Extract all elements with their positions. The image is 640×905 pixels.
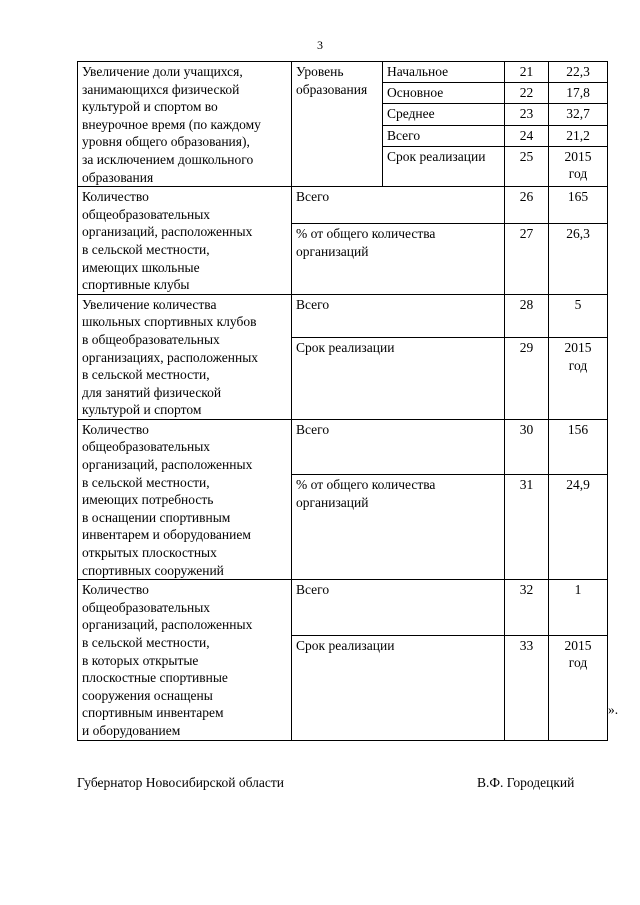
text-line: имеющих потребность xyxy=(82,492,214,508)
text-line: спортивные клубы xyxy=(82,277,190,293)
value-cell xyxy=(549,104,608,125)
text-line: культурой и спортом во xyxy=(82,99,218,115)
row-number: 22 xyxy=(519,85,534,101)
text-line: 2015 xyxy=(564,148,592,164)
text-line: организаций, расположенных xyxy=(82,617,253,633)
indicator-cell xyxy=(78,187,292,295)
row-number: 29 xyxy=(519,339,534,355)
value: 17,8 xyxy=(566,85,590,101)
indicator-cell xyxy=(78,62,292,187)
table-row xyxy=(78,62,608,83)
row-number-cell xyxy=(505,125,549,146)
text-line: плоскостные спортивные xyxy=(82,670,228,686)
text-line: в которых открытые xyxy=(82,652,199,668)
value-cell xyxy=(549,580,608,635)
text-line: в сельской местности, xyxy=(82,474,210,490)
page-number: 3 xyxy=(317,38,323,52)
row-number-cell xyxy=(505,635,549,740)
value-cell xyxy=(549,635,608,740)
table-row xyxy=(78,419,608,474)
row-number-cell xyxy=(505,146,549,186)
text-line: Срок реализации xyxy=(296,339,395,355)
text-line: Всего xyxy=(296,296,330,312)
text-line: образования xyxy=(296,81,368,97)
text-line: Начальное xyxy=(387,64,449,79)
label-cell xyxy=(292,337,505,419)
text-line: год xyxy=(568,357,588,373)
text-line: в общеобразовательных xyxy=(82,331,220,347)
closing-quote: ». xyxy=(608,702,619,717)
text-line: сооружения оснащены xyxy=(82,687,213,703)
value-cell xyxy=(549,187,608,224)
text-line: 156 xyxy=(567,421,589,437)
row-number-cell xyxy=(505,475,549,580)
value-cell xyxy=(549,294,608,337)
label-cell xyxy=(383,146,505,186)
text-line: 165 xyxy=(567,189,589,205)
text-line: образования xyxy=(82,169,154,185)
label-cell xyxy=(292,419,505,474)
label-cell xyxy=(383,125,505,146)
row-number: 25 xyxy=(519,148,534,164)
value-cell xyxy=(549,224,608,294)
label-cell xyxy=(383,104,505,125)
text-line: спортивным инвентарем xyxy=(82,705,224,721)
row-number-cell xyxy=(505,187,549,224)
text-line: внеурочное время (по каждому xyxy=(82,116,261,132)
row-number: 24 xyxy=(519,127,534,143)
text-line: год xyxy=(568,166,588,182)
row-number: 23 xyxy=(519,106,534,122)
text-line: 24,9 xyxy=(566,477,590,493)
value-cell xyxy=(549,125,608,146)
row-number: 32 xyxy=(519,582,534,598)
text-line: Количество xyxy=(82,189,149,205)
table-row xyxy=(78,187,608,224)
row-number: 33 xyxy=(519,637,534,653)
text-line: уровня общего образования), xyxy=(82,134,250,150)
row-number-cell xyxy=(505,83,549,104)
label-cell xyxy=(292,224,505,294)
value: 32,7 xyxy=(566,106,590,122)
label-cell xyxy=(292,475,505,580)
row-number-cell xyxy=(505,224,549,294)
table-row xyxy=(78,580,608,635)
row-number: 21 xyxy=(519,64,534,79)
text-line: организаций, расположенных xyxy=(82,457,253,473)
value-cell xyxy=(549,62,608,83)
text-line: % от общего количества xyxy=(296,226,436,242)
text-line: Всего xyxy=(296,582,330,598)
row-number: 26 xyxy=(519,189,534,205)
label-cell xyxy=(292,187,505,224)
text-line: Основное xyxy=(387,85,444,101)
row-number: 30 xyxy=(519,421,534,437)
group-cell xyxy=(292,62,383,187)
text-line: Всего xyxy=(296,421,330,437)
text-line: 2015 xyxy=(564,637,592,653)
text-line: общеобразовательных xyxy=(82,439,211,455)
text-line: 2015 xyxy=(564,339,592,355)
text-line: инвентарем и оборудованием xyxy=(82,527,251,543)
text-line: в сельской местности, xyxy=(82,367,210,383)
value-cell xyxy=(549,419,608,474)
row-number: 27 xyxy=(519,226,534,242)
row-number-cell xyxy=(505,419,549,474)
text-line: общеобразовательных xyxy=(82,206,211,222)
text-line: % от общего количества xyxy=(296,477,436,493)
row-number: 28 xyxy=(519,296,534,312)
text-line: и оборудованием xyxy=(82,722,181,738)
label-cell xyxy=(383,83,505,104)
text-line: Количество xyxy=(82,582,149,598)
text-line: школьных спортивных клубов xyxy=(82,314,257,330)
text-line: Увеличение доли учащихся, xyxy=(82,64,243,79)
text-line: Срок реализации xyxy=(387,148,486,164)
text-line: организаций, расположенных xyxy=(82,224,253,240)
text-line: спортивных сооружений xyxy=(82,562,224,578)
text-line: за исключением дошкольного xyxy=(82,151,254,167)
value-cell xyxy=(549,475,608,580)
text-line: Увеличение количества xyxy=(82,296,217,312)
label-cell xyxy=(292,580,505,635)
text-line: 5 xyxy=(574,296,582,312)
row-number-cell xyxy=(505,580,549,635)
table-row xyxy=(78,294,608,337)
row-number-cell xyxy=(505,62,549,83)
text-line: год xyxy=(568,655,588,671)
text-line: занимающихся физической xyxy=(82,81,240,97)
text-line: Среднее xyxy=(387,106,435,122)
row-number-cell xyxy=(505,337,549,419)
indicator-cell xyxy=(78,419,292,579)
text-line: организаций xyxy=(296,243,369,259)
indicator-cell xyxy=(78,294,292,419)
text-line: для занятий физической xyxy=(82,384,222,400)
value-cell xyxy=(549,337,608,419)
text-line: Уровень xyxy=(296,64,344,79)
text-line: Всего xyxy=(387,127,421,143)
value: 21,2 xyxy=(566,127,590,143)
text-line: в сельской местности, xyxy=(82,635,210,650)
indicator-cell xyxy=(78,580,292,740)
text-line: 1 xyxy=(574,582,582,598)
value-cell xyxy=(549,83,608,104)
row-number-cell xyxy=(505,104,549,125)
text-line: культурой и спортом xyxy=(82,402,202,418)
text-line: Количество xyxy=(82,421,149,437)
indicators-table xyxy=(77,61,608,741)
text-line: Всего xyxy=(296,189,330,205)
text-line: 26,3 xyxy=(566,226,590,242)
text-line: Срок реализации xyxy=(296,637,395,653)
row-number: 31 xyxy=(519,477,534,493)
label-cell xyxy=(292,294,505,337)
text-line: организациях, расположенных xyxy=(82,349,259,365)
label-cell xyxy=(292,635,505,740)
label-cell xyxy=(383,62,505,83)
text-line: в оснащении спортивным xyxy=(82,509,231,525)
value-cell xyxy=(549,146,608,186)
signatory-name: В.Ф. Городецкий xyxy=(477,775,575,790)
text-line: в сельской местности, xyxy=(82,241,210,257)
signatory-position: Губернатор Новосибирской области xyxy=(77,775,285,790)
text-line: организаций xyxy=(296,494,369,510)
value: 22,3 xyxy=(566,64,590,79)
text-line: имеющих школьные xyxy=(82,259,200,275)
indicators-table-body xyxy=(78,62,608,741)
row-number-cell xyxy=(505,294,549,337)
text-line: открытых плоскостных xyxy=(82,545,217,561)
text-line: общеобразовательных xyxy=(82,599,211,615)
